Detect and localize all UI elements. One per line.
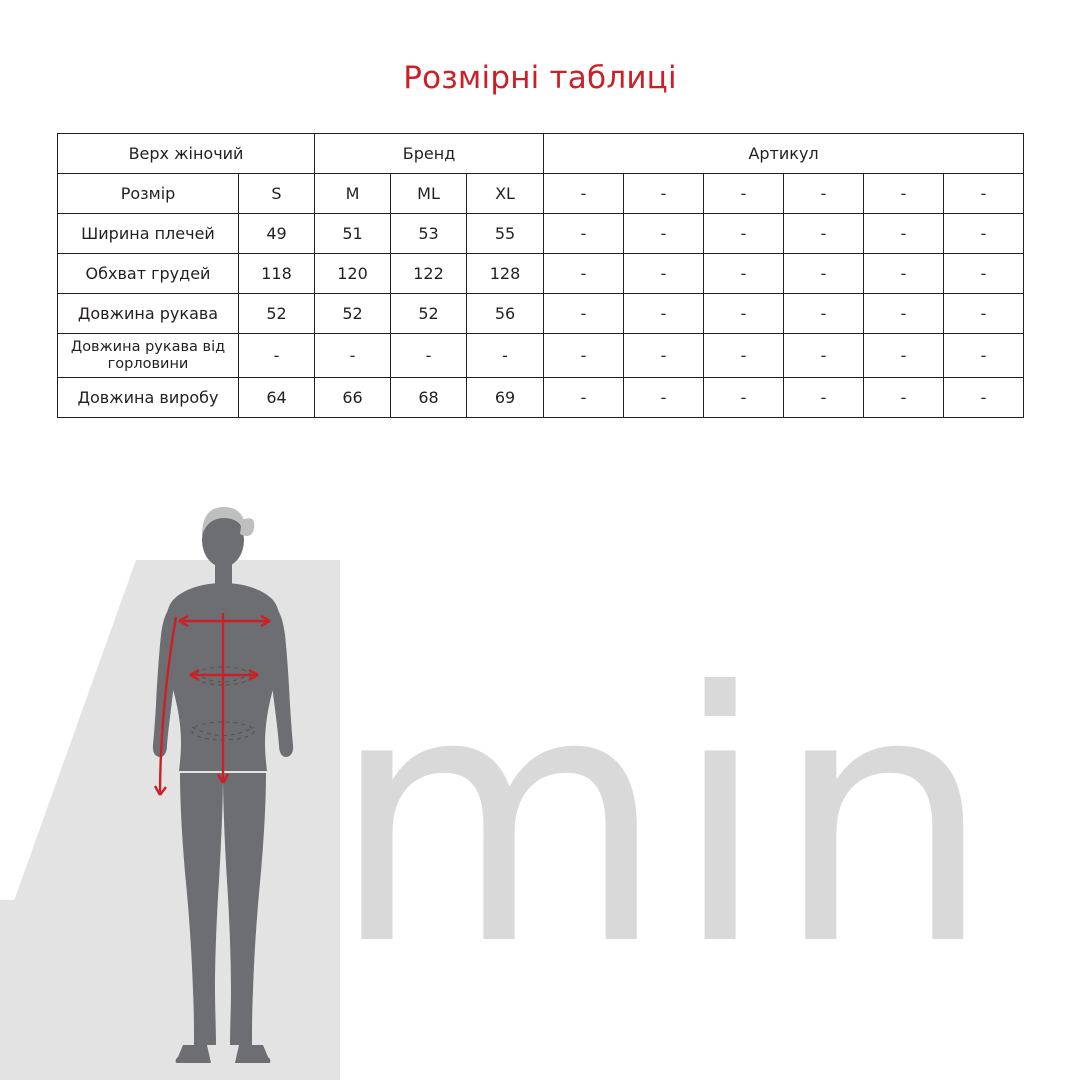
cell-sleeveneck-e3: - [704, 334, 784, 378]
cell-size-s: S [239, 174, 315, 214]
cell-chest-e6: - [944, 254, 1024, 294]
cell-shoulder-e2: - [624, 214, 704, 254]
mannequin-svg [120, 505, 380, 1080]
cell-sleeveneck-s: - [239, 334, 315, 378]
cell-length-e2: - [624, 378, 704, 418]
table-row [58, 214, 1024, 254]
cell-sleeve-e4: - [784, 294, 864, 334]
cell-sleeveneck-e2: - [624, 334, 704, 378]
cell-size-e3: - [704, 174, 784, 214]
cell-chest-ml: 122 [391, 254, 467, 294]
cell-length-e4: - [784, 378, 864, 418]
cell-chest-e2: - [624, 254, 704, 294]
cell-chest-e3: - [704, 254, 784, 294]
cell-sleeve-e5: - [864, 294, 944, 334]
cell-size-e2: - [624, 174, 704, 214]
mannequin-body [153, 507, 293, 1063]
row-label-size: Розмір [58, 174, 239, 214]
cell-length-m: 66 [315, 378, 391, 418]
cell-size-ml: ML [391, 174, 467, 214]
table-header-row [58, 134, 1024, 174]
cell-sleeve-s: 52 [239, 294, 315, 334]
table-row [58, 378, 1024, 418]
size-table [57, 133, 1024, 418]
cell-length-xl: 69 [467, 378, 544, 418]
cell-sleeve-ml: 52 [391, 294, 467, 334]
cell-size-e5: - [864, 174, 944, 214]
table-row [58, 294, 1024, 334]
size-table-container [57, 133, 1023, 418]
cell-shoulder-e4: - [784, 214, 864, 254]
cell-length-e1: - [544, 378, 624, 418]
cell-sleeve-e6: - [944, 294, 1024, 334]
cell-chest-xl: 128 [467, 254, 544, 294]
cell-size-m: M [315, 174, 391, 214]
cell-shoulder-xl: 55 [467, 214, 544, 254]
row-label-product-length: Довжина виробу [58, 378, 239, 418]
page-title: Розмірні таблиці [403, 60, 677, 96]
table-row [58, 334, 1024, 378]
cell-length-s: 64 [239, 378, 315, 418]
cell-size-e1: - [544, 174, 624, 214]
row-label-shoulder-width: Ширина плечей [58, 214, 239, 254]
cell-size-xl: XL [467, 174, 544, 214]
cell-size-e6: - [944, 174, 1024, 214]
row-label-sleeve-from-neck: Довжина рукава від горловини [58, 334, 239, 378]
row-label-chest: Обхват грудей [58, 254, 239, 294]
cell-size-e4: - [784, 174, 864, 214]
brand-watermark: min [330, 620, 999, 1021]
cell-length-e6: - [944, 378, 1024, 418]
cell-sleeveneck-e6: - [944, 334, 1024, 378]
header-article: Артикул [544, 134, 1024, 174]
cell-chest-e5: - [864, 254, 944, 294]
cell-chest-e1: - [544, 254, 624, 294]
cell-sleeveneck-e4: - [784, 334, 864, 378]
cell-length-ml: 68 [391, 378, 467, 418]
row-label-sleeve-length: Довжина рукава [58, 294, 239, 334]
cell-sleeve-xl: 56 [467, 294, 544, 334]
cell-chest-e4: - [784, 254, 864, 294]
cell-shoulder-ml: 53 [391, 214, 467, 254]
cell-sleeve-e3: - [704, 294, 784, 334]
cell-length-e3: - [704, 378, 784, 418]
cell-shoulder-e3: - [704, 214, 784, 254]
cell-shoulder-e5: - [864, 214, 944, 254]
cell-sleeveneck-e5: - [864, 334, 944, 378]
header-brand: Бренд [315, 134, 544, 174]
header-category: Верх жіночий [58, 134, 315, 174]
cell-shoulder-s: 49 [239, 214, 315, 254]
cell-sleeveneck-xl: - [467, 334, 544, 378]
cell-sleeveneck-m: - [315, 334, 391, 378]
table-row [58, 254, 1024, 294]
cell-sleeveneck-e1: - [544, 334, 624, 378]
cell-sleeveneck-ml: - [391, 334, 467, 378]
cell-length-e5: - [864, 378, 944, 418]
cell-sleeve-e1: - [544, 294, 624, 334]
cell-shoulder-e1: - [544, 214, 624, 254]
cell-shoulder-m: 51 [315, 214, 391, 254]
mannequin-figure [120, 505, 380, 1080]
cell-sleeve-e2: - [624, 294, 704, 334]
cell-shoulder-e6: - [944, 214, 1024, 254]
table-row [58, 174, 1024, 214]
cell-chest-s: 118 [239, 254, 315, 294]
cell-chest-m: 120 [315, 254, 391, 294]
cell-sleeve-m: 52 [315, 294, 391, 334]
